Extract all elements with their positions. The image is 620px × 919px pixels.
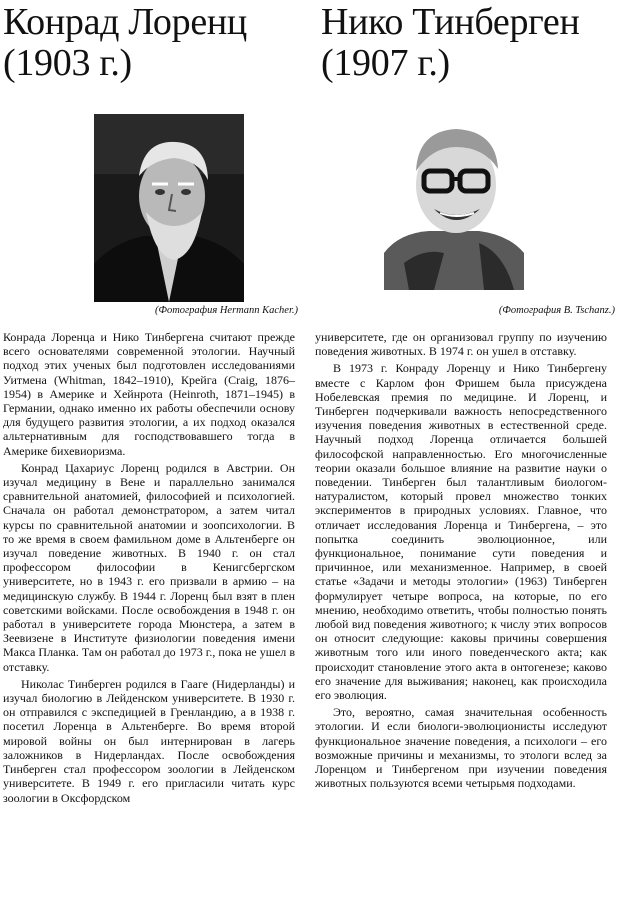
heading-years: (1903 г.) (3, 42, 132, 84)
photo-credit-tinbergen: (Фотография B. Tschanz.) (498, 305, 615, 316)
heading-lorenz (3, 2, 247, 84)
photo-credit-lorenz: (Фотография Hermann Kacher.) (155, 305, 298, 316)
paragraph: Конрада Лоренца и Нико Тинбергена считают прежде всего основателями современной этологии. Научный подход этих ученых был подготовлен исследованиями Уитмена (Whitman, 1842–1910), Крейга (Craig, 1876–1954) в Америке и Хейнрота (Heinroth, 1871–1945) в Германии, однако именно их работы обеспечили основу для будущего развития этологии, а их подход оказался альтернативным для господствовавшего тогда в Америке бихевиоризма. (3, 330, 295, 458)
text-column-left (3, 330, 295, 805)
paragraph: университете, где он организовал группу по изучению поведения животных. В 1974 г. он ушел в отставку. (315, 330, 607, 359)
portrait-tinbergen-image (384, 113, 524, 290)
text-column-right (315, 330, 607, 791)
paragraph: Конрад Цахариус Лоренц родился в Австрии. Он изучал медицину в Вене и параллельно занимался сравнительной анатомией, философией и психологией. Сначала он работал демонстратором, а затем читал курсы по сравнительной анатомии и зоопсихологии. В то же время в своем фамильном доме в Альтенберге он изучал поведение животных. В 1940 г. он стал профессором философии в Кенигсбергском университете, но в 1943 г. его призвали в армию – на медицинскую службу. В 1944 г. Лоренц был взят в плен советскими войсками. После освобождения в 1948 г. он работал в университете города Мюнстера, а затем в Зеевизене в Институте физиологии поведения имени Макса Планка. Там он работал до 1973 г., пока не ушел в отставку. (3, 460, 295, 674)
paragraph: В 1973 г. Конраду Лоренцу и Нико Тинбергену вместе с Карлом фон Фришем была присуждена Нобелевская премия по медицине. И Лоренц, и Тинберген подчеркивали важность непосредственного изучения поведения животных в естественной среде. Научный подход Лоренца отличается большей философской направленностью. Его многочисленные теории оказали большое влияние на развитие науки о поведении. Тинберген был талантливым биологом-натуралистом, который провел множество тонких экспериментов в природных условиях. Главное, что отличает исследования Лоренца и Тинбергена, – это попытка соединить эволюционное, или функциональное, понимание сути поведения и причинное, или механизменное. Например, в своей статье «Задачи и методы этологии» (1963) Тинберген формулирует четыре вопроса, на которые, по его мнению, необходимо ответить, чтобы полностью понять любой вид поведения животного; к числу этих вопросов он относит следующие: каковы причины совершения животным того или иного поведенческого акта; как происходит становление этого акта в онтогенезе; каково его значение для выживания; наконец, как происходила его эволюция. (315, 361, 607, 703)
paragraph: Николас Тинберген родился в Гааге (Нидерланды) и изучал биологию в Лейденском университете. В 1930 г. он отправился с экспедицией в Гренландию, а в 1938 г. посетил Лоренца в Альтенберге. Во время второй мировой войны он был интернирован в лагерь заложников в Нидерландах. После освобождения Тинберген стал профессором зоологии в Лейденском университете. В 1949 г. его пригласили читать курс зоологии в Оксфордском (3, 676, 295, 805)
heading-tinbergen (321, 2, 580, 84)
paragraph: Это, вероятно, самая значительная особенность этологии. И если биологи-эволюционисты исследуют функциональное значение поведения, а психологи – его возможные причины и механизмы, то этологи вслед за Лоренцом и Тинбергеном при изучении поведения животных пользуются всеми четырьмя подходами. (315, 705, 607, 791)
heading-name: Конрад Лоренц (3, 1, 247, 43)
heading-years: (1907 г.) (321, 42, 450, 84)
portrait-lorenz (94, 114, 244, 302)
portrait-lorenz-image (94, 114, 244, 302)
heading-name: Нико Тинберген (321, 1, 580, 43)
portrait-tinbergen (384, 113, 524, 290)
